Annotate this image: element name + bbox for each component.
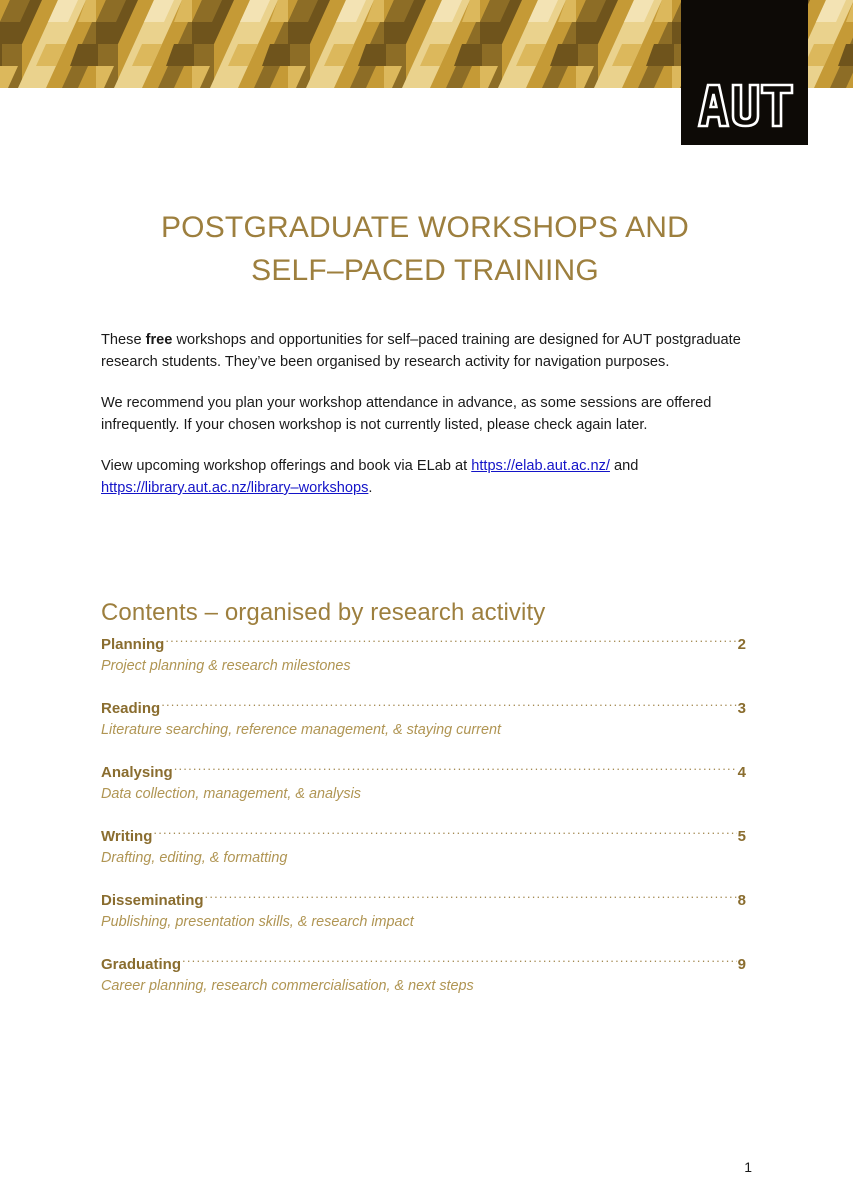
toc-page-number: 5 <box>737 828 746 845</box>
toc-page-number: 3 <box>737 700 746 717</box>
toc-subtitle: Literature searching, reference management, & staying current <box>101 722 501 738</box>
intro-paragraph-3 <box>101 456 746 499</box>
intro-paragraph-1 <box>101 330 746 373</box>
toc-label: Reading <box>101 700 161 717</box>
toc-subtitle: Project planning & research milestones <box>101 658 351 674</box>
toc-line[interactable] <box>101 890 746 911</box>
toc-dot-leader <box>161 698 736 713</box>
footer-page-number: 1 <box>744 1159 752 1175</box>
toc-entry-planning[interactable] <box>101 634 746 677</box>
toc-entry-analysing[interactable] <box>101 762 746 805</box>
toc-dot-leader <box>153 826 736 841</box>
toc-label: Disseminating <box>101 892 204 909</box>
intro-p3-middle: and <box>609 458 639 475</box>
toc-dot-leader <box>182 954 737 969</box>
toc-label: Analysing <box>101 764 173 781</box>
toc-page-number: 2 <box>737 636 746 653</box>
aut-logo-mark <box>681 82 808 128</box>
intro-p1-text-after: workshops and opportunities for self–paced training are designed for AUT postgraduate research students. They’ve been organised by research activity for navigation purposes. <box>101 332 741 370</box>
toc-entry-disseminating[interactable] <box>101 890 746 933</box>
toc-page-number: 9 <box>737 956 746 973</box>
toc-line[interactable] <box>101 698 746 719</box>
toc-entry-reading[interactable] <box>101 698 746 741</box>
toc-line[interactable] <box>101 826 746 847</box>
page-title-line-1: POSTGRADUATE WORKSHOPS AND <box>160 211 690 245</box>
table-of-contents <box>101 634 746 997</box>
toc-line[interactable] <box>101 954 746 975</box>
toc-dot-leader <box>205 890 737 905</box>
toc-dot-leader <box>174 762 737 777</box>
toc-label: Planning <box>101 636 165 653</box>
library-workshops-link[interactable]: https://library.aut.ac.nz/library–workshops <box>101 479 369 496</box>
intro-p3-prefix: View upcoming workshop offerings and book via ELab at <box>101 458 472 475</box>
toc-line[interactable] <box>101 634 746 655</box>
intro-paragraph-2: We recommend you plan your workshop attendance in advance, as some sessions are offered infrequently. If your chosen workshop is not currently listed, please check again later. <box>101 395 712 433</box>
toc-page-number: 8 <box>737 892 746 909</box>
toc-subtitle: Data collection, management, & analysis <box>101 786 361 802</box>
toc-entry-writing[interactable] <box>101 826 746 869</box>
page-title-line-2: SELF–PACED TRAINING <box>251 254 599 288</box>
toc-page-number: 4 <box>737 764 746 781</box>
contents-heading: Contents – organised by research activity <box>101 598 546 626</box>
toc-dot-leader <box>165 634 736 649</box>
intro-p1-text-before: These <box>101 332 146 348</box>
intro-p1-bold-free: free <box>145 332 173 348</box>
toc-subtitle: Career planning, research commercialisation, & next steps <box>101 978 474 994</box>
page-title <box>101 206 749 292</box>
aut-logo-box <box>681 0 808 145</box>
toc-line[interactable] <box>101 762 746 783</box>
aut-wordmark-icon <box>695 82 795 128</box>
toc-label: Graduating <box>101 956 182 973</box>
intro-p3-suffix: . <box>368 479 373 496</box>
elab-link[interactable]: https://elab.aut.ac.nz/ <box>471 458 610 475</box>
toc-entry-graduating[interactable] <box>101 954 746 997</box>
toc-subtitle: Drafting, editing, & formatting <box>101 850 288 866</box>
toc-label: Writing <box>101 828 153 845</box>
toc-subtitle: Publishing, presentation skills, & research impact <box>101 914 414 930</box>
intro-body <box>101 330 746 500</box>
